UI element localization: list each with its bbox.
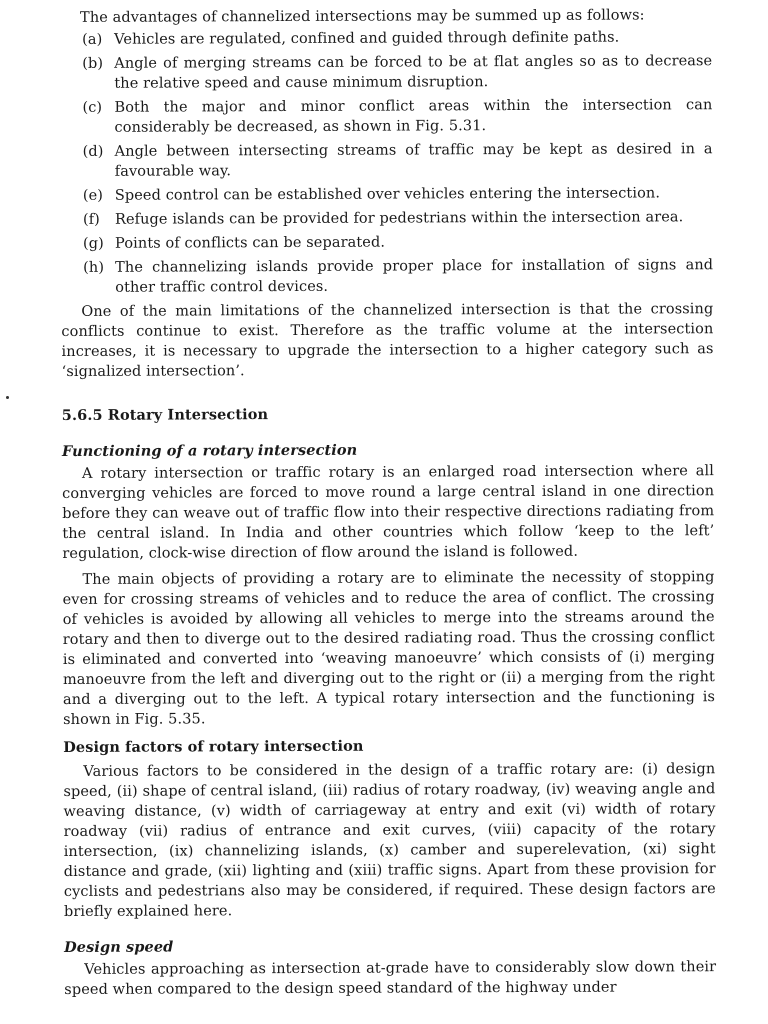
functioning-paragraph-1: A rotary intersection or traffic rotary is an enlarged road intersection where all converging vehicles are forced to move round a large central island in one direction before they can weave out of traffic flow into their respective directions radiating from the central island. In India and other countries which follow ‘keep to the left’ regulation, clock-wise direction of flow around the island is followed. (62, 463, 715, 562)
document-page (60, 5, 716, 1000)
list-item-label: (g) (82, 235, 104, 252)
list-item-text: Angle of merging streams can be forced to be at flat angles so as to decrease the relative speed and cause minimum disruption. (114, 53, 713, 92)
list-item (60, 95, 712, 138)
list-item (60, 51, 712, 94)
list-item-text: Angle between intersecting streams of traffic may be kept as desired in a favourable way. (114, 141, 713, 180)
limitation-paragraph: One of the main limitations of the channelized intersection is that the crossing conflicts continue to exist. Therefore as the traffic volume at the intersection increases, it is necessary to upgrade the intersection to a higher category such as ‘signalized intersection’. (61, 301, 714, 380)
list-item-text: Refuge islands can be provided for pedestrians within the intersection area. (114, 209, 684, 228)
section-title: 5.6.5 Rotary Intersection (61, 406, 269, 424)
list-item (61, 207, 713, 230)
list-item (61, 139, 713, 182)
list-item-text: Vehicles are regulated, confined and guided through definite paths. (114, 29, 620, 48)
list-item-text: Both the major and minor conflict areas within the intersection can considerably be decreased, as shown in Fig. 5.31. (114, 97, 713, 136)
list-item-label: (d) (82, 143, 104, 160)
list-item-label: (f) (82, 211, 100, 228)
list-item-label: (e) (82, 187, 104, 204)
list-item-label: (c) (82, 99, 103, 116)
list-item-label: (a) (82, 31, 103, 48)
list-item-text: Points of conflicts can be separated. (114, 234, 386, 252)
design-speed-heading: Design speed (64, 938, 174, 956)
list-item-label: (b) (82, 55, 104, 72)
design-speed-paragraph: Vehicles approaching as intersection at-grade have to considerably slow down their speed when compared to the design speed standard of the highway under (64, 959, 717, 998)
list-item-text: The channelizing islands provide proper place for installation of signs and other traffic control devices. (115, 257, 714, 296)
functioning-heading: Functioning of a rotary intersection (61, 441, 358, 460)
stray-mark (6, 396, 9, 399)
design-factors-heading: Design factors of rotary intersection (63, 737, 364, 756)
list-item-label: (h) (83, 259, 105, 276)
list-item (61, 183, 713, 206)
list-item (61, 255, 713, 298)
functioning-paragraph-2: The main objects of providing a rotary are to eliminate the necessity of stopping even for crossing streams of vehicles and to reduce the area of conflict. The crossing of vehicles is avoided by allowing all vehicles to merge into the streams around the rotary and then to diverge out to the desired radiating road. Thus the crossing conflict is eliminated and converted into ‘weaving manoeuvre’ which consists of (i) merging manoeuvre from the left and diverging out to the right or (ii) a merging from the right and a diverging out to the left. A typical rotary intersection and the functioning is shown in Fig. 5.35. (62, 569, 716, 728)
advantages-list (60, 27, 713, 298)
design-factors-paragraph: Various factors to be considered in the design of a traffic rotary are: (i) design speed, (ii) shape of central island, (iii) radius of rotary roadway, (iv) weaving angle and weaving distance, (v) width of carriageway at entry and exit (vi) width of rotary roadway (vii) radius of entrance and exit curves, (viii) capacity of the rotary intersection, (ix) channelizing islands, (x) camber and superelevation, (xi) sight distance and grade, (xii) lighting and (xiii) traffic signs. Apart from these provision for cyclists and pedestrians also may be considered, if required. These design factors are briefly explained here. (63, 761, 716, 920)
advantages-intro: The advantages of channelized intersections may be summed up as follows: (80, 7, 645, 26)
list-item-text: Speed control can be established over vehicles entering the intersection. (114, 185, 661, 204)
list-item (60, 27, 712, 50)
list-item (61, 231, 713, 254)
